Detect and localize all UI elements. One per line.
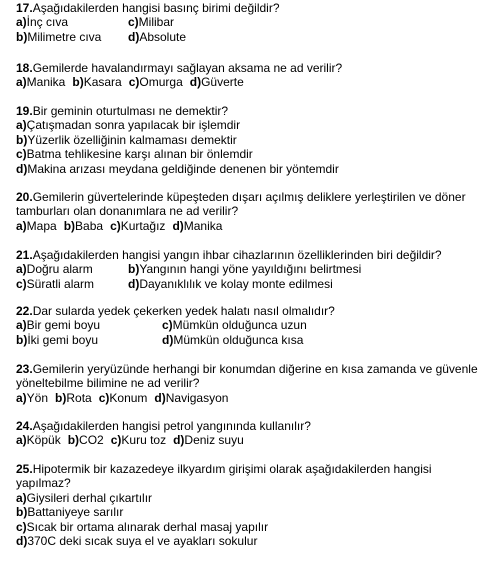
option-a: a)Giysileri derhal çıkartılır [16, 490, 153, 505]
question-number: 25. [16, 462, 33, 476]
option-b: b)Battaniyeye sarılır [16, 505, 124, 520]
question-stem [16, 61, 493, 75]
question-17 [16, 1, 493, 44]
option-a: a)Çatışmadan sonra yapılacak bir işlemdir [16, 118, 241, 133]
option-a: a)Köpük [16, 433, 61, 448]
question-number: 20. [16, 190, 33, 204]
option-row [16, 219, 493, 233]
option-c: c)Konum [98, 390, 148, 405]
question-stem [16, 1, 493, 15]
question-stem [16, 462, 486, 491]
option-row [16, 318, 493, 332]
option-a: a)Mapa [16, 218, 57, 233]
question-22 [16, 304, 493, 347]
option-d: d)Mümkün olduğunca kısa [162, 332, 304, 347]
option-b: b)Milimetre cıva [16, 29, 102, 44]
option-b: b)CO2 [67, 433, 104, 448]
option-c: c)Milibar [128, 15, 175, 30]
option-row [16, 433, 493, 447]
question-19 [16, 104, 493, 176]
option-a: a)Doğru alarm [16, 262, 93, 277]
question-stem [16, 419, 493, 433]
option-b: b)Baba [63, 218, 104, 233]
option-a: a)Manika [16, 75, 66, 90]
option-a: a)Bir gemi boyu [16, 318, 101, 333]
option-a: a)İnç cıva [16, 15, 69, 30]
question-text: Aşağıdakilerden hangisi basınç birimi değildir? [32, 1, 280, 15]
question-number: 23. [16, 362, 33, 376]
option-d: d)370C deki sıcak suya el ve ayakları sokulur [16, 534, 258, 549]
option-row [16, 277, 493, 291]
option-d: d)Dayanıklılık ve kolay monte edilmesi [128, 276, 333, 291]
option-c: c)Kuru toz [110, 433, 167, 448]
option-c: c)Mümkün olduğunca uzun [162, 318, 307, 333]
option-c: c)Batma tehlikesine karşı alınan bir önlemdir [16, 147, 253, 162]
option-a: a)Yön [16, 390, 49, 405]
option-b: b)Rota [55, 390, 92, 405]
question-number: 19. [16, 104, 33, 118]
option-d: d)Absolute [128, 29, 187, 44]
question-text: Aşağıdakilerden hangisi yangın ihbar cihazlarının özelliklerinden biri değildir? [32, 248, 442, 262]
question-text: Gemilerde havalandırmayı sağlayan aksama ne ad verilir? [32, 61, 343, 75]
question-text: Bir geminin oturtulması ne demektir? [32, 104, 229, 118]
option-d: d)Navigasyon [154, 390, 229, 405]
question-stem [16, 362, 486, 391]
option-row [16, 333, 493, 347]
option-d: d)Deniz suyu [173, 433, 244, 448]
option-c: c)Kurtağız [110, 218, 166, 233]
question-text: Gemilerin güvertelerinde küpeşteden dışarı açılmış deliklere yerleştirilen ve döner tamburları olan donanımlara ne ad verilir? [16, 190, 466, 219]
option-b: b)Kasara [72, 75, 122, 90]
question-number: 24. [16, 419, 33, 433]
question-21 [16, 248, 493, 291]
question-text: Aşağıdakilerden hangisi petrol yangınında kullanılır? [32, 419, 311, 433]
option-row [16, 30, 493, 44]
option-row [16, 75, 493, 89]
option-c: c)Sıcak bir ortama alınarak derhal masaj yapılır [16, 519, 269, 534]
option-row [16, 262, 493, 276]
option-d: d)Manika [172, 218, 223, 233]
question-stem [16, 248, 493, 262]
option-d: d)Makina arızası meydana geldiğinde denenen bir yöntemdir [16, 161, 339, 176]
question-text: Gemilerin yeryüzünde herhangi bir konumdan diğerine en kısa zamanda ve güvenle yöneltebilme bilimine ne ad verilir? [16, 362, 478, 391]
question-24 [16, 419, 493, 448]
question-stem [16, 190, 486, 219]
option-row [16, 15, 493, 29]
option-b: b)Yüzerlik özelliğinin kalmaması demektir [16, 132, 237, 147]
option-b: b)İki gemi boyu [16, 332, 99, 347]
question-number: 17. [16, 1, 33, 15]
question-23 [16, 362, 493, 405]
question-number: 22. [16, 304, 33, 318]
question-number: 18. [16, 61, 33, 75]
question-number: 21. [16, 248, 33, 262]
option-row [16, 391, 493, 405]
question-20 [16, 190, 493, 233]
question-text: Hipotermik bir kazazedeye ilkyardım girişimi olarak aşağıdakilerden hangisi yapılmaz? [16, 462, 432, 491]
question-stem [16, 104, 493, 118]
option-c: c)Süratli alarm [16, 276, 95, 291]
question-stem [16, 304, 493, 318]
option-b: b)Yangının hangi yöne yayıldığını belirtmesi [128, 262, 362, 277]
option-c: c)Omurga [128, 75, 183, 90]
question-25 [16, 462, 493, 548]
question-18 [16, 61, 493, 90]
question-text: Dar sularda yedek çekerken yedek halatı nasıl olmalıdır? [32, 304, 335, 318]
option-d: d)Güverte [189, 75, 244, 90]
